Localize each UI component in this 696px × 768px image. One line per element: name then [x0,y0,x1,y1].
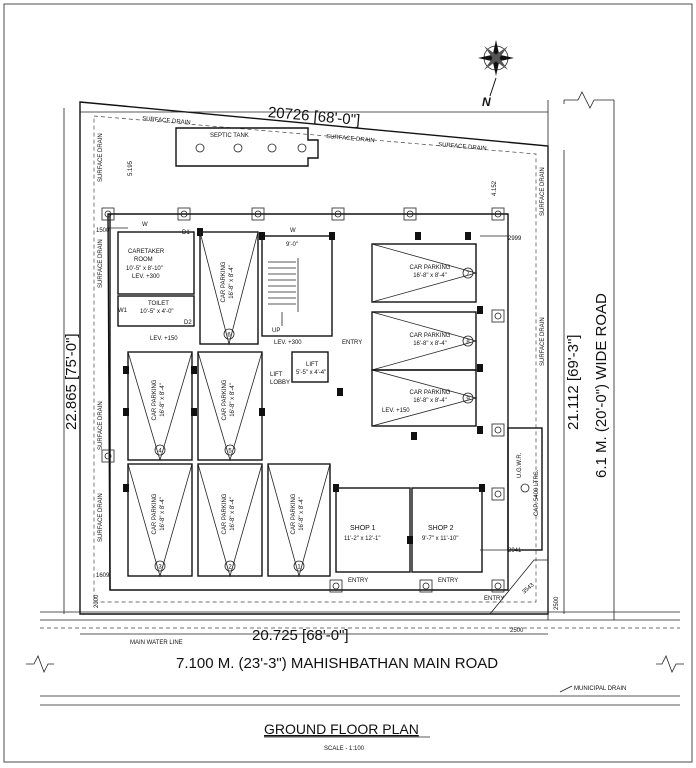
parking-stall [198,352,262,460]
stair-width-label: 9'-0" [286,242,298,248]
parking-number: 9 [466,396,470,403]
parking-label: CAR PARKING [152,493,158,535]
door-d2: D2 [184,320,192,326]
shop2-name: SHOP 2 [428,525,454,532]
surface-drain-top-1: SURFACE DRAIN [141,116,191,127]
parking-number: 5 [228,448,232,455]
dim-5195: 5.195 [128,160,134,176]
municipal-drain-label: MUNICIPAL DRAIN [574,686,627,692]
dim-3543: 3543 [521,582,536,596]
column-solid [411,432,417,440]
parking-label: CAR PARKING [222,379,228,421]
parking-label: CAR PARKING [221,261,227,303]
stair-lift-core [262,228,362,386]
plot-boundary [80,102,548,614]
shop1-name: SHOP 1 [350,525,376,532]
core-entry-label: ENTRY [342,340,363,346]
north-arrow-icon [478,40,514,109]
parking-stall [128,352,192,460]
parking-number: 3 [158,564,162,571]
dim-bottom: 20.725 [68'-0"] [252,627,349,644]
parking-size: 16'-8" x 8'-4" [230,497,236,531]
parking-size: 16'-8" x 8'-4" [160,497,166,531]
main-road-label: 7.100 M. (23'-3") MAHISHBATHAN MAIN ROAD [176,655,499,672]
parking-stall [372,312,476,370]
surface-drain-top-2: SURFACE DRAIN [325,134,375,145]
door-w-caretaker: W [142,222,148,228]
column-solid [477,426,483,434]
parking-label: CAR PARKING [409,265,451,271]
parking-size: 16'-8" x 8'-4" [160,383,166,417]
column-marker [492,424,504,436]
surface-drain-left-3: SURFACE DRAIN [98,401,104,450]
parking-label: CAR PARKING [409,333,451,339]
lobby-line-2: LOBBY [270,380,291,386]
side-road-label: 6.1 M. (20'-0") WIDE ROAD [593,293,610,478]
door-w-stair: W [290,228,296,234]
parking-label: CAR PARKING [291,493,297,535]
column-solid [477,306,483,314]
ugwr-name: U.G.W.R. [517,452,523,478]
column-solid [465,232,471,240]
main-water-line-label: MAIN WATER LINE [130,640,183,646]
dim-1609: 1609 [96,573,110,579]
door-d1: D1 [182,230,190,236]
parking-stall [198,464,262,576]
lev150-center: LEV. +150 [382,408,410,414]
parking-label: CAR PARKING [409,390,451,396]
parking-number: 8 [466,339,470,346]
lift-line-2: 5'-5" x 4'-4" [296,370,327,376]
dim-4152: 4.152 [492,180,498,196]
lev300-label: LEV. +300 [274,340,302,346]
shop2-entry: ENTRY [438,578,459,584]
dim-2500-vertical: 2500 [554,596,560,610]
shop2-size: 9'-7" x 11'-10" [422,536,459,542]
caretaker-line-2: ROOM [134,257,153,263]
caretaker-line-4: LEV. +300 [132,274,160,280]
window-w1: W1 [118,308,127,314]
surface-drain-right-2: SURFACE DRAIN [540,317,546,366]
column-marker [102,450,114,462]
lobby-line-1: LIFT [270,372,283,378]
caretaker-line-1: CARETAKER [128,249,165,255]
caretaker-room [118,222,194,326]
parking-size: 16'-8" x 8'-4" [413,273,447,279]
ugwr-capacity: CAP. 5400 LTRS. [534,469,540,516]
parking-label: CAR PARKING [222,493,228,535]
parking-size: 16'-8" x 8'-4" [230,383,236,417]
parking-number: 4 [158,448,162,455]
parking-number: 2 [228,564,232,571]
dim-left: 22.865 [75'-0"] [63,333,80,430]
toilet-line-1: TOILET [148,301,169,307]
dim-right: 21.112 [69'-3"] [565,334,582,430]
shop1-size: 11'-2" x 12'-1" [344,536,381,542]
shop1-entry: ENTRY [348,578,369,584]
parking-number: 1 [297,564,301,571]
dim-2941: 2941 [508,548,522,554]
parking-size: 16'-8" x 8'-4" [413,341,447,347]
parking-number: 7 [466,271,470,278]
surface-drain-top-3: SURFACE DRAIN [437,142,487,153]
column-solid [477,364,483,372]
corner-splay [490,560,548,614]
lift-line-1: LIFT [306,362,319,368]
north-label: N [482,95,491,109]
column-solid [415,232,421,240]
parking-size: 16'-8" x 8'-4" [413,398,447,404]
surface-drain-left-4: SURFACE DRAIN [98,493,104,542]
plan-scale: SCALE - 1:100 [324,746,365,752]
surface-drain-right-1: SURFACE DRAIN [540,167,546,216]
stair-up-label: UP [272,328,281,334]
caretaker-line-3: 10'-5" x 8'-10" [126,266,163,272]
surface-drain-left-2: SURFACE DRAIN [98,239,104,288]
surface-drain-left-1: SURFACE DRAIN [98,133,104,182]
parking-stall [372,370,476,426]
dim-2999: 2999 [508,236,522,242]
column-solid [337,388,343,396]
dim-top: 20726 [68'-0"] [267,104,361,130]
dim-1500: 1500 [96,228,110,234]
corner-entry: ENTRY [484,596,505,602]
parking-number: 6 [227,332,231,339]
parking-label: CAR PARKING [152,379,158,421]
parking-stall [200,232,258,344]
toilet-line-2: 10'-5" x 4'-0" [140,309,174,315]
parking-stalls [128,232,476,576]
column-marker [492,310,504,322]
parking-stall [372,244,476,302]
parking-size: 16'-8" x 8'-4" [299,497,305,531]
parking-stall [268,464,330,576]
dim-2000: 2000 [94,594,100,608]
lev150-left: LEV. +150 [150,336,178,342]
septic-tank-label: SEPTIC TANK [210,133,249,139]
plan-title: GROUND FLOOR PLAN [264,721,419,737]
parking-stall [128,464,192,576]
column-marker [492,488,504,500]
dim-2500-horizontal: 2500 [510,628,524,634]
parking-size: 16'-8" x 8'-4" [229,265,235,299]
